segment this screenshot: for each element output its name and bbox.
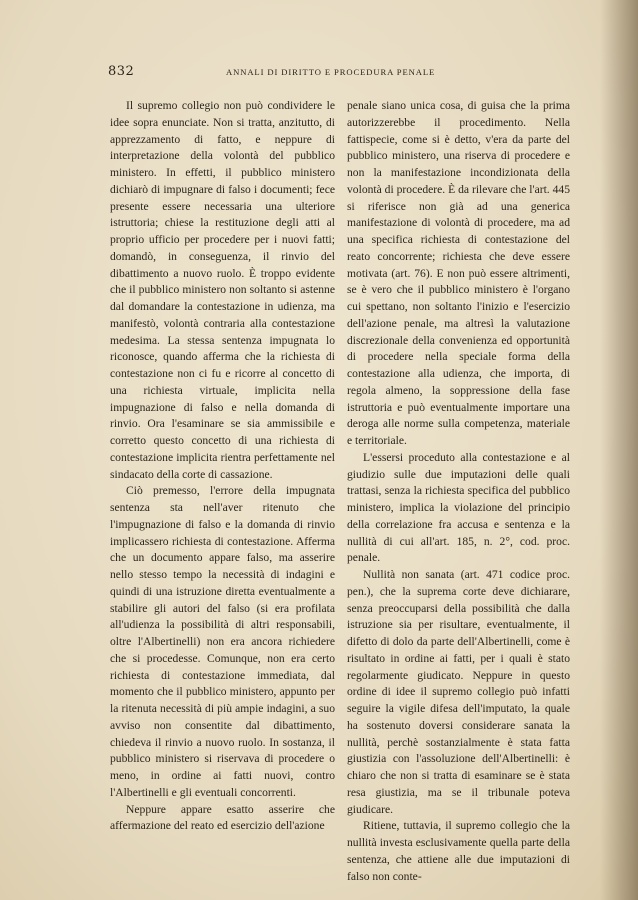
paragraph-continued: penale siano unica cosa, di guisa che la prima autorizzerebbe il procedimento. Nella fattispecie, come si è detto, v'era da parte del pubblico ministero, una riserva di procedere e non la manifestazione incondizionata della volontà di procedere. È da rilevare che l'art. 445 si riferisce non già ad una generica manifestazione di volontà di procedere, ma ad una specifica richiesta di contestazione del reato concorrente; richiesta che deve essere motivata (art. 76). E non può essere altrimenti, se è vero che il pubblico ministero è l'organo cui spettano, non soltanto l'inizio e l'esercizio dell'azione penale, ma altresì la valutazione discrezionale della convenienza ed opportunità di procedere nella speciale forma della contestazione alla udienza, che importa, di regola almeno, la soppressione della fase istruttoria e può eventualmente importare una deroga alle norme sulla competenza, materiale e territoriale. [347, 99, 570, 447]
page-header [108, 64, 578, 82]
paragraph: L'essersi proceduto alla contestazione e al giudizio sulle due imputazioni delle quali trattasi, senza la richiesta specifica del pubblico ministero, implica la violazione del principio della correlazione fra accusa e sentenza e la nullità di cui all'art. 185, n. 2°, cod. proc. penale. [347, 450, 570, 565]
running-title: ANNALI DI DIRITTO E PROCEDURA PENALE [226, 67, 436, 77]
paragraph: Neppure appare esatto asserire che affermazione del reato ed esercizio dell'azione [110, 802, 335, 833]
paragraph: Nullità non sanata (art. 471 codice proc. pen.), che la suprema corte deve dichiarare, senza preoccuparsi della possibilità che dalla istruzione sia per risultare, eventualmente, il difetto di dolo da parte dell'Albertinelli, come è risultato in ordine ai fatti, per i quali è stato regolarmente giudicato. Neppure in questo ordine di idee il supremo collegio può infatti seguire la vigile difesa dell'imputato, la quale ha sostenuto doversi considerare sanata la nullità, perchè sostanzialmente è stata fatta giustizia con l'assoluzione dell'Albertinelli: è chiaro che non si tratta di esaminare se è stata resa giustizia, ma se il tribunale poteva giudicare. [347, 568, 570, 816]
paragraph: Ciò premesso, l'errore della impugnata sentenza sta nell'aver ritenuto che l'impugnazione di falso e la domanda di rinvio implicassero richiesta di contestazione. Afferma che un documento appare falso, ma asserire nello stesso tempo la necessità di indagini e quindi di una istruzione diretta eventualmente a stabilire gli autori del falso (si era profilata all'udienza la possibilità di altri responsabili, oltre l'Albertinelli) non era ancora richiedere che si procedesse. Comunque, non era certo richiesta di contestazione immediata, dal momento che il pubblico ministero, appunto per la ritenuta necessità di più ampie indagini, a suo avviso non consentite dal dibattimento, chiedeva il rinvio a nuovo ruolo. In sostanza, il pubblico ministero si riservava di procedere o meno, in ordine ai fatti nuovi, contro l'Albertinelli e gli eventuali concorrenti. [110, 484, 335, 799]
left-column [110, 98, 335, 835]
page-edge-shadow [600, 0, 638, 900]
paragraph: Ritiene, tuttavia, il supremo collegio che la nullità investa esclusivamente quella parte della sentenza, che attiene alle due imputazioni di falso non conte- [347, 819, 570, 883]
paragraph: Il supremo collegio non può condividere le idee sopra enunciate. Non si tratta, anzitutto, di apprezzamento di fatto, e neppure di interpretazione della volontà del pubblico ministero. In effetti, il pubblico ministero dichiarò di impugnare di falso i documenti; fece presente essere necessaria una ulteriore istruttoria; chiese la restituzione degli atti al proprio ufficio per procedere per i nuovi fatti; domandò, in conseguenza, il rinvio del dibattimento a nuovo ruolo. È troppo evidente che il pubblico ministero non soltanto si astenne dal domandare la contestazione in udienza, ma manifestò, volontà contraria alla contestazione medesima. La stessa sentenza impugnata lo riconosce, quando afferma che la richiesta di contestazione non ci fu e ricorre al concetto di una richiesta virtuale, implicita nella impugnazione di falso e nella domanda di rinvio. Ora l'esaminare se sia ammissibile e corretto questo concetto di una richiesta di contestazione implicita rientra perfettamente nel sindacato della corte di cassazione. [110, 99, 335, 481]
page-number: 832 [108, 64, 135, 79]
right-column [347, 98, 570, 885]
